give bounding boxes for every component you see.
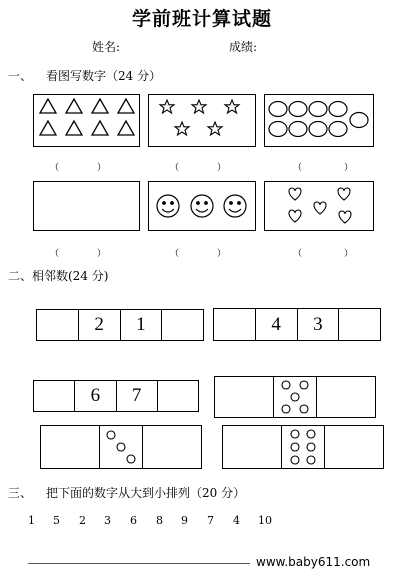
section3-number: 三、 [8,486,33,500]
section3-heading: 把下面的数字从大到小排列（20 分） [46,486,246,500]
smiley-icon [149,182,254,229]
number-item: 2 [79,514,86,527]
number-item: 8 [156,514,163,527]
strip-cell [99,426,142,468]
circle-dot-icon [101,426,141,468]
answer-paren: （ ） [170,163,227,173]
hearts-box [264,181,374,231]
strip-cell [41,426,99,468]
number-item: 4 [233,514,240,527]
strip-cell: 3 [297,309,339,340]
neighbor-strip-2 [213,308,381,341]
strip-cell [338,309,380,340]
neighbor-strip-3 [33,380,199,412]
dots-strip-6 [222,425,384,469]
strip-cell [281,426,324,468]
strip-cell [37,310,78,340]
ovals-box [264,94,374,147]
heart-icon [265,182,372,229]
strip-cell: 7 [116,381,157,411]
number-item: 1 [28,514,35,527]
answer-paren: （ ） [293,249,354,259]
number-item: 9 [181,514,188,527]
circle-dot-icon [283,426,323,468]
number-item: 3 [104,514,111,527]
watermark-site: www.baby611.com [256,555,371,569]
section1-number: 一、 [8,69,33,83]
strip-cell [223,426,281,468]
triangles-box [33,94,140,147]
strip-cell [215,377,273,417]
strip-cell: 2 [78,310,120,340]
answer-paren: （ ） [170,249,227,259]
number-item: 7 [207,514,214,527]
oval-icon [265,95,372,145]
circle-dot-icon [275,377,315,417]
strip-cell [324,426,383,468]
section2-heading: 二、相邻数(24 分) [8,269,109,283]
strip-cell [316,377,375,417]
strip-cell [214,309,255,340]
star-icon [149,95,254,145]
stars-box [148,94,256,147]
smileys-box [148,181,256,231]
strip-cell [157,381,198,411]
neighbor-strip-1 [36,309,204,341]
strip-cell: 6 [74,381,115,411]
dots-strip-5 [214,376,376,418]
strip-cell [142,426,201,468]
triangle-icon [34,95,138,145]
number-item: 6 [130,514,137,527]
answer-paren: （ ） [293,163,354,173]
dots-strip-3 [40,425,202,469]
empty-box [33,181,140,231]
name-label: 姓名: [92,40,121,54]
answer-line [28,563,250,564]
answer-paren: （ ） [50,249,107,259]
strip-cell: 4 [255,309,297,340]
answer-paren: （ ） [50,163,107,173]
number-item: 10 [258,514,272,527]
page-title: 学前班计算试题 [131,8,272,30]
score-label: 成绩: [229,40,258,54]
number-item: 5 [53,514,60,527]
strip-cell: 1 [120,310,162,340]
section1-heading: 看图写数字（24 分） [46,69,162,83]
strip-cell [161,310,203,340]
strip-cell [273,377,316,417]
strip-cell [34,381,74,411]
